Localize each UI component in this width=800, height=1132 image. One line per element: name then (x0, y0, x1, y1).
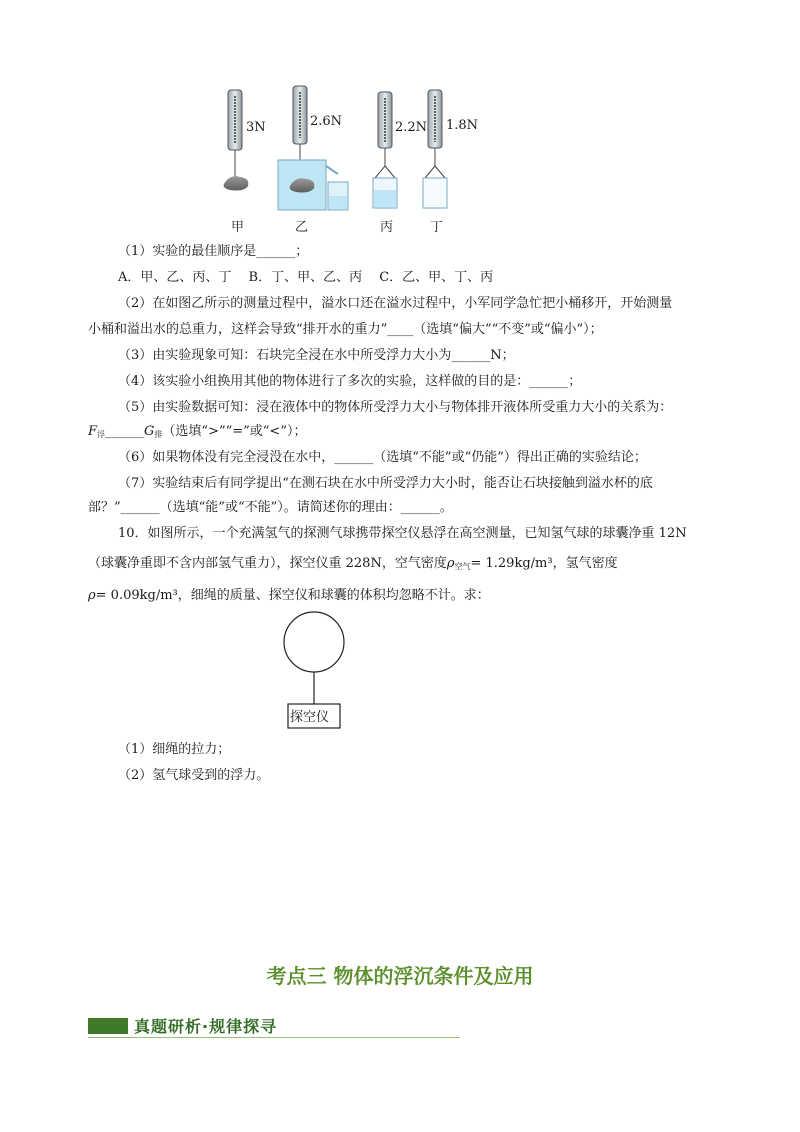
f-subscript: 浮 (97, 430, 106, 439)
spring-scale-ding (423, 90, 447, 208)
q9-line-9: （6）如果物体没有完全浸没在水中，______（选填“不能”或“仍能”）得出正确的实验结论； (118, 450, 647, 465)
q9-line-5: （3）由实验现象可知：石块完全浸在水中所受浮力大小为______N； (118, 348, 515, 363)
q9-line-7: （5）由实验数据可知：浸在液体中的物体所受浮力大小与物体排开液体所受重力大小的关系为： (118, 400, 673, 415)
q10-sub-2: （2）氢气球受到的浮力。 (118, 768, 270, 783)
f-symbol: F (88, 424, 98, 439)
q9-line-6: （4）该实验小组换用其他的物体进行了多次的实验，这样做的目的是：______； (118, 374, 582, 389)
banner-title: 真题研析·规律探寻 (134, 1017, 278, 1036)
spring-scale-jia (224, 90, 249, 191)
g-symbol: G (144, 424, 155, 439)
q10-line-3 (88, 586, 712, 606)
q10-line-3b: = 0.09kg/m³，细绳的质量、探空仪和球囊的体积均忽略不计。求： (95, 588, 490, 603)
section-banner (88, 1014, 460, 1040)
q9-options: A．甲、乙、丙、丁 B．丁、甲、乙、丙 C．乙、甲、丁、丙 (118, 270, 494, 285)
q9-line-11: 部？”______（选填“能”或“不能”）。请简述你的理由：______。 (88, 500, 453, 515)
device-label: 探空仪 (290, 710, 330, 725)
spring-scale-yi (278, 86, 348, 210)
spring-scale-bing (373, 92, 397, 208)
balloon-circle (284, 612, 344, 672)
section-heading: 考点三 物体的浮沉条件及应用 (266, 964, 534, 988)
banner-bar (88, 1018, 128, 1034)
reading-ding: 1.8N (446, 118, 479, 133)
compare-options: （选填“>”“=”或“<”）； (162, 424, 307, 439)
q10-line-2a: （球囊净重即不含内部氢气重力），探空仪重 228N，空气密度 (88, 556, 447, 571)
g-subscript: 排 (154, 430, 163, 439)
label-yi: 乙 (295, 220, 309, 235)
label-bing: 丙 (380, 220, 394, 235)
q9-line-4: 小桶和溢出水的总重力，这样会导致“排开水的重力”____（选填“偏大”“不变”或“偏小”）； (88, 322, 603, 337)
q10-sub-1: （1）细绳的拉力； (118, 742, 231, 757)
label-ding: 丁 (430, 220, 444, 235)
q10-line-2b: = 1.29kg/m³，氢气密度 (470, 556, 618, 571)
q10-line-1: 10．如图所示，一个充满氢气的探测气球携带探空仪悬浮在高空测量，已知氢气球的球囊净重 12N (118, 526, 687, 541)
q9-line-1: （1）实验的最佳顺序是______； (118, 244, 309, 259)
spring-scale-figure (200, 82, 520, 240)
rho-air-subscript: 空气 (454, 562, 471, 571)
q9-line-8 (88, 422, 712, 445)
reading-yi: 2.6N (310, 114, 343, 129)
q9-line-3: （2）在如图乙所示的测量过程中，溢水口还在溢水过程中，小军同学急忙把小桶移开，开始测量 (118, 296, 673, 311)
reading-bing: 2.2N (395, 120, 428, 135)
q10-line-2 (88, 554, 712, 577)
label-jia: 甲 (231, 220, 245, 235)
banner-rule (88, 1037, 460, 1038)
rho-air-symbol: ρ (446, 556, 455, 571)
reading-jia: 3N (246, 120, 266, 135)
q9-line-10: （7）实验结束后有同学提出“在测石块在水中所受浮力大小时，能否让石块接触到溢水杯的底 (118, 476, 653, 491)
rho-h2-symbol: ρ (88, 588, 96, 603)
compare-blank: ______ (105, 424, 145, 439)
